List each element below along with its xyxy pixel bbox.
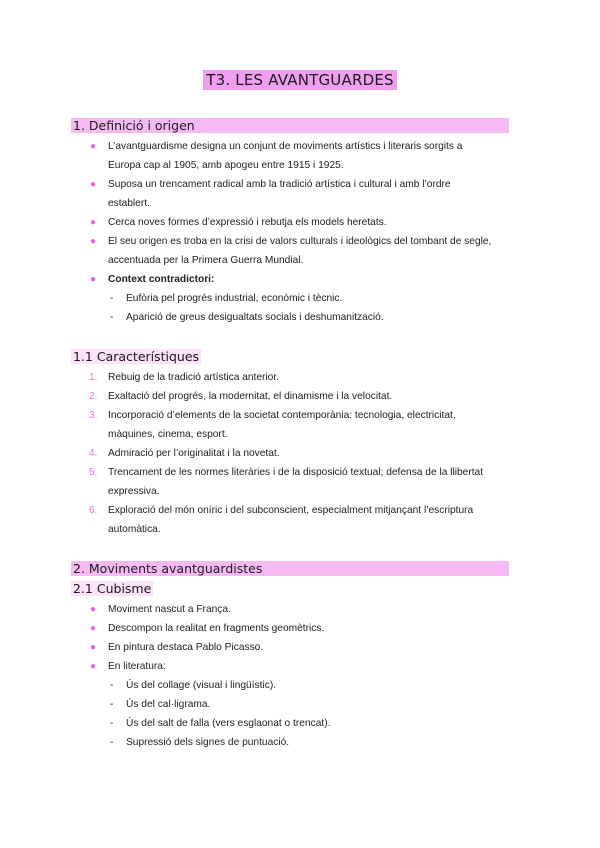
list-item-text: Admiració per l’originalitat i la novetat. xyxy=(108,448,280,459)
dash-icon: - xyxy=(110,737,114,748)
list-item-text: En literatura: xyxy=(108,661,166,672)
dash-icon: - xyxy=(110,699,114,710)
list-item xyxy=(90,619,510,638)
dash-icon: - xyxy=(110,718,114,729)
bullet-icon: ● xyxy=(90,217,97,228)
bullet-icon: ● xyxy=(90,179,97,190)
list-item-text: Trencament de les normes literàries i de la disposició textual; defensa de la llibertat xyxy=(108,467,484,478)
list-item-text: Rebuig de la tradició artística anterior. xyxy=(108,372,280,383)
page-title: T3. LES AVANTGUARDES xyxy=(203,70,396,90)
list-item-text: accentuada per la Primera Guerra Mundial. xyxy=(108,255,304,266)
list-item xyxy=(90,270,510,289)
section-heading-caracteristiques: 1.1 Característiques xyxy=(73,349,200,364)
list-number: 4. xyxy=(89,448,98,459)
caracteristiques-list xyxy=(90,368,510,539)
sub-list-item-text: Ús del salt de falla (vers esglaonat o trencat). xyxy=(126,718,331,729)
list-number: 1. xyxy=(89,372,98,383)
list-item-text: Moviment nascut a França. xyxy=(108,604,231,615)
bullet-icon: ● xyxy=(90,623,97,634)
list-item xyxy=(90,232,510,270)
list-item-text: automàtica. xyxy=(108,524,161,535)
dash-icon: - xyxy=(110,312,114,323)
list-item-text: Suposa un trencament radical amb la tradició artística i cultural i amb l’ordre xyxy=(108,179,451,190)
list-item-text: Incorporació d’elements de la societat contemporània: tecnologia, electricitat, xyxy=(108,410,456,421)
title-container xyxy=(0,70,600,90)
list-number: 3. xyxy=(89,410,98,421)
list-item-text: establert. xyxy=(108,198,150,209)
bullet-icon: ● xyxy=(90,642,97,653)
bullet-icon: ● xyxy=(90,604,97,615)
list-item-text: Cerca noves formes d’expressió i rebutja els models heretats. xyxy=(108,217,387,228)
list-item-text: L’avantguardisme designa un conjunt de moviments artístics i literaris sorgits a xyxy=(108,141,463,152)
sub-list-item-text: Aparició de greus desigualtats socials i deshumanització. xyxy=(126,312,384,323)
list-item-text: màquines, cinema, esport. xyxy=(108,429,228,440)
bullet-icon: ● xyxy=(90,661,97,672)
bullet-icon: ● xyxy=(90,141,97,152)
list-item xyxy=(90,137,510,175)
cubisme-list xyxy=(90,600,510,752)
sub-list-item xyxy=(90,695,510,714)
bullet-icon: ● xyxy=(90,236,97,247)
list-item-text: El seu origen es troba en la crisi de valors culturals i ideològics del tombant de segle, xyxy=(108,236,492,247)
bullet-icon: ● xyxy=(90,274,97,285)
sub-list-item-text: Ús del collage (visual i lingüístic). xyxy=(126,680,277,691)
sub-list-item xyxy=(90,733,510,752)
list-item-text: Europa cap al 1905, amb apogeu entre 1915 i 1925. xyxy=(108,160,344,171)
list-item xyxy=(90,444,510,463)
definicio-list xyxy=(90,137,510,327)
list-item-text: Exploració del món oníric i del subconscient, especialment mitjançant l’escriptura xyxy=(108,505,474,516)
section-heading-definicio: 1. Definició i origen xyxy=(71,118,509,133)
list-number: 5. xyxy=(89,467,98,478)
list-item xyxy=(90,368,510,387)
sub-list-item xyxy=(90,289,510,308)
sub-list-item-text: Supressió dels signes de puntuació. xyxy=(126,737,290,748)
list-item-text: Context contradictori: xyxy=(108,274,215,285)
list-item xyxy=(90,387,510,406)
list-item xyxy=(90,501,510,539)
list-number: 2. xyxy=(89,391,98,402)
sub-list-item xyxy=(90,308,510,327)
sub-list-item-text: Ús del cal·ligrama. xyxy=(126,699,211,710)
list-item-text: Descompon la realitat en fragments geomètrics. xyxy=(108,623,325,634)
list-number: 6. xyxy=(89,505,98,516)
list-item-text: Exaltació del progrés, la modernitat, el dinamisme i la velocitat. xyxy=(108,391,393,402)
list-item xyxy=(90,657,510,676)
sub-list-item-text: Eufòria pel progrés industrial, econòmic i tècnic. xyxy=(126,293,343,304)
dash-icon: - xyxy=(110,293,114,304)
sub-list-item xyxy=(90,714,510,733)
list-item xyxy=(90,175,510,213)
list-item-text: expressiva. xyxy=(108,486,160,497)
section-heading-moviments: 2. Moviments avantguardistes xyxy=(71,561,509,576)
list-item xyxy=(90,406,510,444)
list-item xyxy=(90,600,510,619)
list-item-text: En pintura destaca Pablo Picasso. xyxy=(108,642,264,653)
list-item xyxy=(90,213,510,232)
list-item xyxy=(90,638,510,657)
dash-icon: - xyxy=(110,680,114,691)
list-item xyxy=(90,463,510,501)
section-heading-cubisme: 2.1 Cubisme xyxy=(73,581,152,596)
sub-list-item xyxy=(90,676,510,695)
